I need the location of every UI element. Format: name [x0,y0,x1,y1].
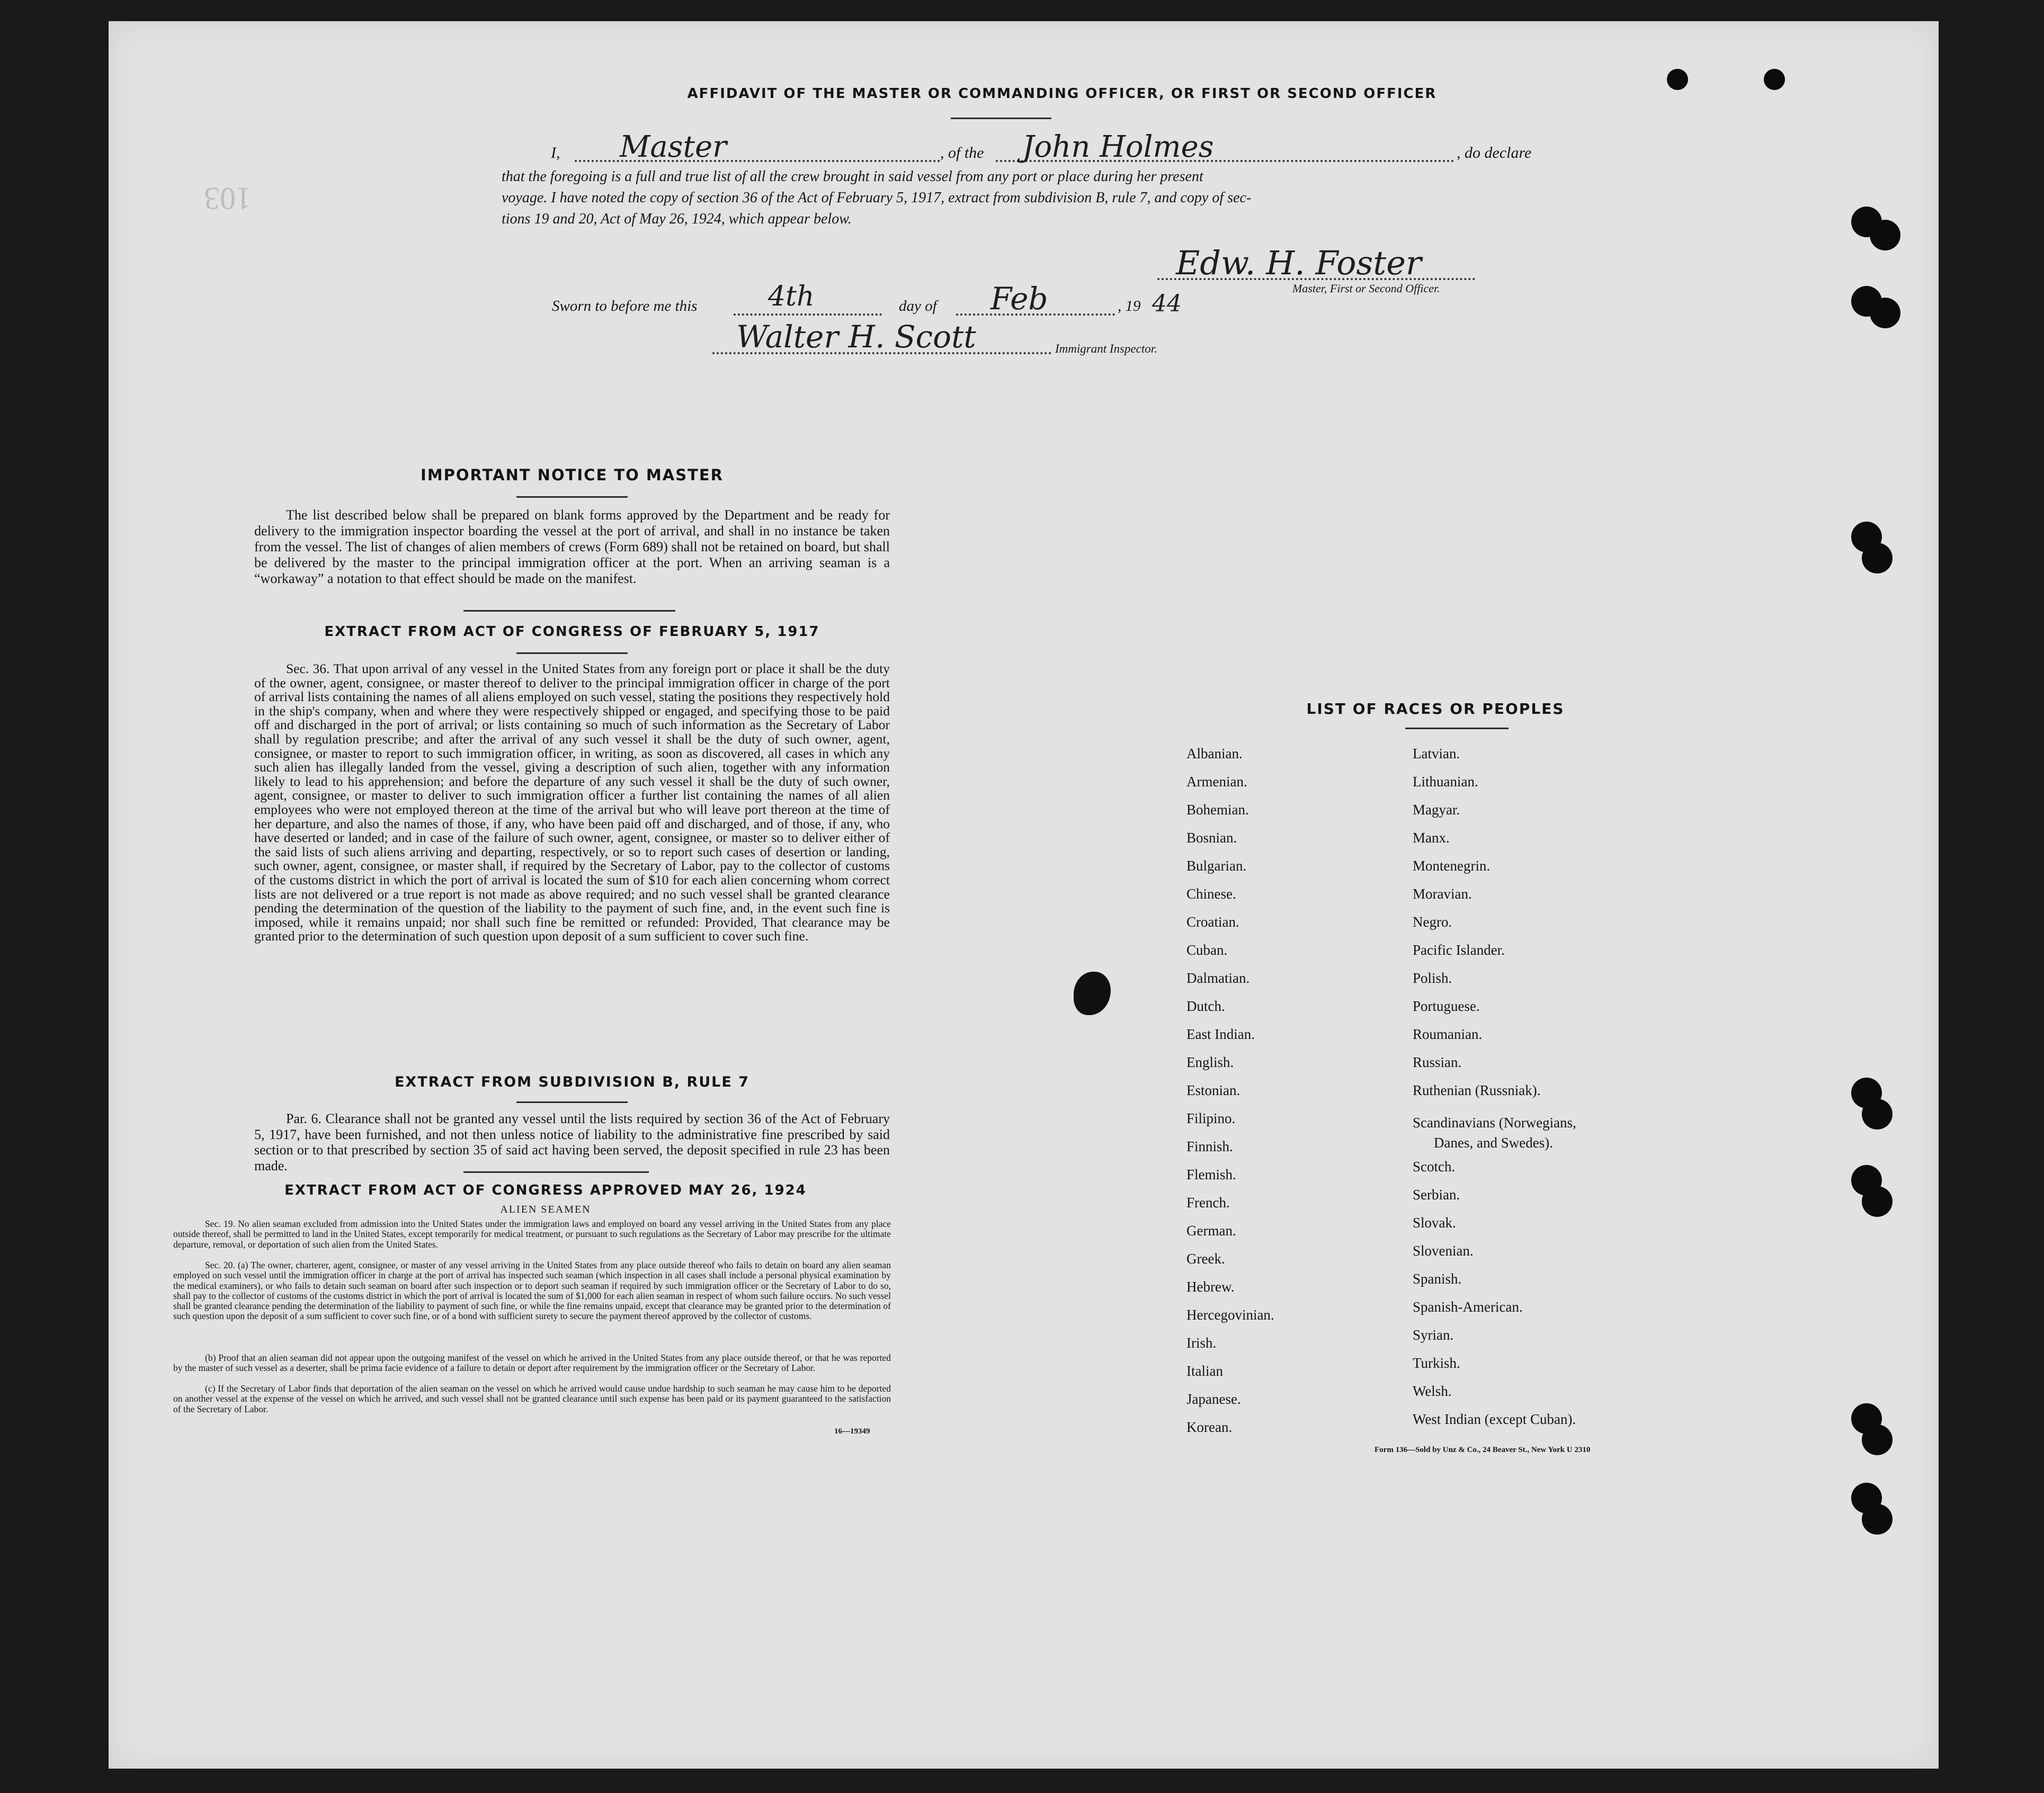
race-item: Irish. [1186,1335,1217,1351]
race-item: Bohemian. [1186,802,1249,818]
races-title: LIST OF RACES OR PEOPLES [1306,700,1565,718]
inspector-signature-line [712,352,1051,354]
punch-hole [1862,543,1893,573]
race-item: Ruthenian (Russniak). [1413,1082,1541,1098]
race-item: Hercegovinian. [1186,1307,1274,1323]
race-item: Korean. [1186,1419,1233,1435]
sworn-label: Sworn to before me this [552,298,698,315]
officer-signature-line [1157,278,1475,280]
extract-1924-form-code: 16—19349 [834,1427,870,1436]
race-item: Italian [1186,1363,1223,1379]
races-title-rule [1405,728,1509,729]
race-item: Lithuanian. [1413,774,1478,790]
race-item: Dutch. [1186,998,1225,1014]
day-of-label: day of [899,298,937,315]
race-item: East Indian. [1186,1026,1255,1042]
extract-1917-title: EXTRACT FROM ACT OF CONGRESS OF FEBRUARY 5, 1917 [324,624,820,640]
affidavit-title-rule [951,118,1051,119]
year-prefix: , 19 [1118,298,1141,315]
race-item: Polish. [1413,970,1452,986]
race-item: Croatian. [1186,914,1239,930]
ink-blot [1074,972,1111,1015]
race-item: Slovenian. [1413,1243,1474,1259]
of-the-label: , of the [940,144,984,162]
sworn-day-line [734,313,882,316]
form-footer: Form 136—Sold by Unz & Co., 24 Beaver St., New York U 2310 [1374,1446,1591,1454]
race-item: Bosnian. [1186,830,1237,846]
race-item: Moravian. [1413,886,1472,902]
punch-hole [1862,1186,1893,1217]
inspector-caption: Immigrant Inspector. [1055,342,1157,355]
races-column-1 [1186,740,1274,1441]
officer-signature: Edw. H. Foster [1176,244,1422,282]
faint-margin-number: 103 [204,181,252,216]
declaration-line-3: tions 19 and 20, Act of May 26, 1924, which appear below. [502,211,852,227]
extract-rule7-title: EXTRACT FROM SUBDIVISION B, RULE 7 [394,1074,750,1090]
affidavit-i-label: I, [551,144,560,162]
extract-1917-text: Sec. 36. That upon arrival of any vessel in the United States from any foreign port or place it shall be the duty of the owner, agent, consignee, or master thereof to deliver to the principal immigration officer in charge of the port of arrival lists containing the names of all aliens employed on such vessel, stating the positions they respectively hold in the ship's company, when and where they were respectively shipped or engaged, and specifying those to be paid off and discharged in the port of arrival; or lists containing so much of such information as the Secretary of Labor shall by regulation prescribe; and after the arrival of any such vessel it shall be the duty of such owner, agent, consignee, or master to report to such immigration officer, in writing, as soon as discovered, all cases in which any such alien has illegally landed from the vessel, giving a description of such alien, together with any information likely to lead to his apprehension; and before the departure of any such vessel it shall be the duty of such owner, agent, consignee, or master to deliver to such immigration officer a further list containing the names of all alien employees who were not employed thereon at the time of the arrival but who will leave port thereon at the time of her departure, and also the names of those, if any, who have been paid off and discharged, and of those, if any, who have deserted or landed; and in case of the failure of such owner, agent, consignee, or master so to deliver either of the said lists of such aliens arriving and departing, respectively, or so to report such cases of desertion or landing, such owner, agent, consignee, or master shall, if required by the Secretary of Labor, pay to the collector of customs of the customs district in which the port of arrival is located the sum of $10 for each alien concerning whom correct lists are not delivered or a true report is not made as above required; and no such vessel shall be granted clearance pending the determination of the question of the liability to the payment of such fine, and, in the event such fine is imposed, while it remains unpaid; nor shall such fine be remitted or refunded: Provided, That clearance may be granted prior to the determination of such question upon deposit of a sum sufficient to cover such fine. [254,661,890,944]
race-item: Montenegrin. [1413,858,1490,874]
extract-rule7-rule [516,1101,628,1103]
race-item: Pacific Islander. [1413,942,1505,958]
race-item: Roumanian. [1413,1026,1483,1042]
sworn-month-handwritten: Feb [990,281,1048,317]
notice-text: The list described below shall be prepared on blank forms approved by the Department and be ready for delivery to the immigration inspector boarding the vessel at the port of arrival, and shall in no instance be taken from the vessel. The list of changes of alien members of crews (Form 689) shall not be retained on board, but shall be delivered by the master to the principal immigration officer at the port. When an arriving seaman is a “workaway” a notation to that effect should be made on the manifest. [254,507,890,586]
punch-hole [1870,298,1900,328]
extract-1924-subtitle: ALIEN SEAMEN [500,1204,591,1215]
race-item: Danes, and Swedes). [1434,1135,1553,1151]
race-item: Japanese. [1186,1391,1241,1407]
race-item: Estonian. [1186,1082,1240,1098]
inspector-signature: Walter H. Scott [736,319,976,355]
race-item: Latvian. [1413,746,1460,761]
extract-1917-rule [516,652,628,654]
race-item: Bulgarian. [1186,858,1247,874]
race-item: Negro. [1413,914,1452,930]
race-item: Armenian. [1186,774,1247,790]
race-item: Magyar. [1413,802,1460,818]
race-item: Turkish. [1413,1355,1460,1371]
notice-bottom-rule [463,610,675,612]
document-page [109,21,1939,1769]
declaration-line-2: voyage. I have noted the copy of section 36 of the Act of February 5, 1917, extract from subdivision B, rule 7, and copy of sec- [502,190,1252,206]
race-item: Hebrew. [1186,1279,1235,1295]
race-item: English. [1186,1054,1234,1070]
race-item: Spanish. [1413,1271,1462,1287]
extract-rule7-bottom-rule [463,1171,649,1173]
race-item: Filipino. [1186,1110,1236,1126]
race-item: Greek. [1186,1251,1225,1267]
race-item: Scandinavians (Norwegians, [1413,1115,1576,1131]
punch-hole [1870,220,1900,250]
race-item: Scotch. [1413,1159,1456,1175]
race-item: Chinese. [1186,886,1236,902]
extract-1924-sec20a: Sec. 20. (a) The owner, charterer, agent, consignee, or master of any vessel arriving in the United States from any place outside thereof who fails to detain on board any alien seaman employed on such vessel until the immigration officer in charge at the port of arrival has inspected such seaman (which inspection in all cases shall include a personal physical examination by the medical examiners), or who fails to detain such seaman on board after such inspection or to deport such seaman if required by such immigration officer or the Secretary of Labor to do so, shall pay to the collector of customs of the customs district in which the port of arrival is located the sum of $1,000 for each alien seaman in respect of whom such failure occurs. No such vessel shall be granted clearance pending the determination of the liability to payment of such fine, or while the fine remains unpaid, except that clearance may be granted prior to the determination of such question upon the deposit of a sum sufficient to cover such fine, or of a bond with sufficient surety to secure the payment thereof approved by the collector of customs. [173,1260,891,1322]
extract-1924-sec20c: (c) If the Secretary of Labor finds that deportation of the alien seaman on the vessel on which he arrived would cause undue hardship to such seaman he may cause him to be deported on another vessel at the expense of the vessel on which he arrived, and such vessel shall not be granted clearance until such expense has been paid or its payment guaranteed to the satisfaction of the Secretary of Labor. [173,1383,891,1414]
race-item: Serbian. [1413,1187,1460,1203]
extract-1924-sec19: Sec. 19. No alien seaman excluded from admission into the United States under the immigration laws and employed on board any vessel arriving in the United States from any place outside thereof, shall be permitted to land in the United States, except temporarily for medical treatment, or pursuant to such regulations as the Secretary of Labor may prescribe for the ultimate departure, removal, or deportation of such alien from the United States. [173,1218,891,1250]
declaration-line-1: that the foregoing is a full and true list of all the crew brought in said vessel from any port or place during her present [502,168,1203,185]
officer-caption: Master, First or Second Officer. [1292,282,1440,295]
year-suffix-handwritten: 44 [1152,290,1182,317]
race-item: Welsh. [1413,1383,1452,1399]
punch-hole [1862,1424,1893,1455]
affidavit-title: AFFIDAVIT OF THE MASTER OR COMMANDING OFFICER, OR FIRST OR SECOND OFFICER [687,86,1437,102]
notice-title-rule [516,496,628,498]
vessel-name-handwritten: John Holmes [1022,130,1214,164]
race-item: Dalmatian. [1186,970,1250,986]
race-item: West Indian (except Cuban). [1413,1411,1576,1427]
punch-hole [1862,1504,1893,1535]
race-item: Syrian. [1413,1327,1454,1343]
race-item: Slovak. [1413,1215,1456,1231]
notice-title: IMPORTANT NOTICE TO MASTER [420,466,724,484]
race-item: French. [1186,1195,1230,1211]
race-item: Portuguese. [1413,998,1480,1014]
punch-hole [1667,69,1688,90]
race-item: Flemish. [1186,1167,1236,1182]
extract-rule7-text: Par. 6. Clearance shall not be granted any vessel until the lists required by section 36 of the Act of February 5, 1917, have been furnished, and not then unless notice of liability to the administrative fine prescribed by said section or to that prescribed by section 35 of said act having been served, the deposit specified in rule 23 has been made. [254,1111,890,1173]
extract-1924-title: EXTRACT FROM ACT OF CONGRESS APPROVED MAY 26, 1924 [284,1182,807,1198]
punch-hole [1764,69,1785,90]
race-item: Cuban. [1186,942,1228,958]
race-item: Manx. [1413,830,1450,846]
sworn-day-handwritten: 4th [768,281,815,312]
races-column-2 [1413,740,1576,1433]
punch-hole [1862,1099,1893,1129]
officer-rank-handwritten: Master [620,130,727,164]
race-item: Finnish. [1186,1138,1233,1154]
declare-label: , do declare [1457,144,1532,162]
race-item: Albanian. [1186,746,1243,761]
race-item: Spanish-American. [1413,1299,1523,1315]
race-item: Russian. [1413,1054,1462,1070]
race-item: German. [1186,1223,1236,1239]
extract-1924-sec20b: (b) Proof that an alien seaman did not appear upon the outgoing manifest of the vessel on which he arrived in the United States from any place outside thereof, or that he was reported by the master of such vessel as a deserter, shall be prima facie evidence of a failure to detain or deport after requirement by the immigration officer or the Secretary of Labor. [173,1352,891,1374]
